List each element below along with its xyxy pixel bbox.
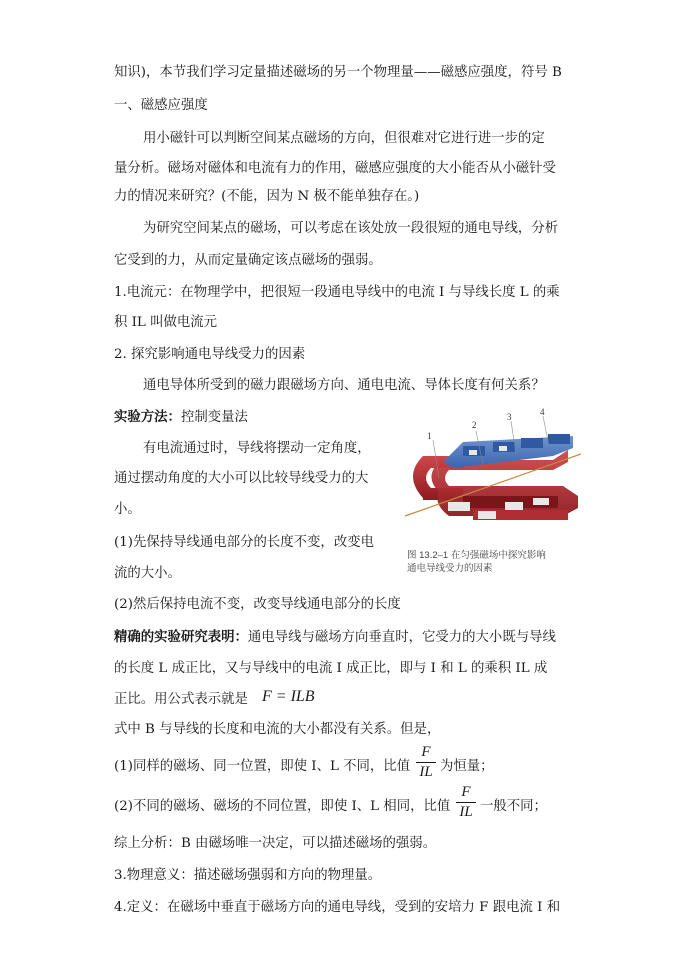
fraction-numerator: F [461, 784, 471, 800]
subheading: 2. 探究影响通电导线受力的因素 [114, 347, 306, 362]
text-line: 通过摆动角度的大小可以比较导线受力的大 [114, 471, 369, 486]
text-line: 有电流通过时，导线将摆动一定角度， [143, 441, 371, 456]
text-line: 为恒量； [440, 759, 494, 774]
text-line [114, 627, 556, 648]
text-line: 通电导体所受到的磁力跟磁场方向、通电电流、导体长度有何关系？ [143, 378, 545, 393]
caption-line: 通电导线受力的因素 [407, 563, 493, 574]
text-line: 1.电流元：在物理学中，把很短一段通电导线中的电流 I 与导线长度 L 的乘 [114, 285, 560, 300]
horseshoe-magnets [413, 434, 578, 520]
fraction [456, 784, 476, 821]
fraction-denominator: IL [459, 804, 473, 820]
text-line: 一般不同； [480, 799, 547, 814]
text-line: 的长度 L 成正比，又与导线中的电流 I 成正比，即与 I 和 L 的乘积 IL 成 [114, 661, 548, 676]
bold-label: 精确的实验研究表明： [114, 629, 248, 645]
text-line: 式中 B 与导线的长度和电流的大小都没有关系。但是， [114, 722, 441, 737]
text-span: 控制变量法 [180, 410, 248, 425]
magnet-experiment-figure [403, 406, 581, 546]
figure-label-2: 2 [472, 420, 477, 430]
text-line: 量分析。磁场对磁体和电流有力的作用，磁感应强度的大小能否从小磁针受 [114, 161, 556, 176]
text-line [114, 407, 248, 428]
text-span: 通电导线与磁场方向垂直时，它受力的大小既与导线 [247, 630, 556, 645]
text-line: 3.物理意义：描述磁场强弱和方向的物理量。 [114, 868, 382, 883]
section-heading: 一、磁感应强度 [114, 98, 208, 113]
text-line: 力的情况来研究？(不能，因为 N 极不能单独存在。) [114, 189, 420, 204]
figure-label-4: 4 [540, 407, 545, 417]
fraction [416, 744, 436, 781]
fraction-denominator: IL [419, 764, 433, 780]
text-line: 小。 [114, 502, 141, 517]
caption-line: 图 13.2–1 在匀强磁场中探究影响 [407, 550, 546, 561]
figure-caption [407, 549, 587, 575]
text-line: (2)不同的磁场、磁场的不同位置，即使 I、L 相同，比值 [114, 799, 451, 814]
text-line: (2)然后保持电流不变，改变导线通电部分的长度 [114, 597, 401, 612]
text-line: 知识)，本节我们学习定量描述磁场的另一个物理量——磁感应强度，符号 B [114, 65, 562, 80]
text-line: (1)先保持导线通电部分的长度不变，改变电 [114, 535, 374, 550]
fraction-numerator: F [421, 744, 431, 760]
text-line: 正比。用公式表示就是 [114, 692, 248, 707]
text-line: 为研究空间某点的磁场，可以考虑在该处放一段很短的通电导线，分析 [143, 221, 559, 236]
formula: F = ILB [262, 688, 315, 705]
text-line: 用小磁针可以判断空间某点磁场的方向，但很难对它进行进一步的定 [143, 131, 545, 146]
text-line: 积 IL 叫做电流元 [114, 315, 218, 330]
text-line: 4.定义：在磁场中垂直于磁场方向的通电导线，受到的安培力 F 跟电流 I 和 [114, 900, 561, 915]
text-line: (1)同样的磁场、同一位置，即使 I、L 不同，比值 [114, 759, 411, 774]
text-line: 综上分析：B 由磁场唯一决定，可以描述磁场的强弱。 [114, 836, 437, 851]
bold-label: 实验方法： [114, 409, 181, 425]
figure-label-1: 1 [427, 431, 432, 441]
text-line: 流的大小。 [114, 566, 181, 581]
text-line: 它受到的力，从而定量确定该点磁场的强弱。 [114, 253, 382, 268]
figure-label-3: 3 [507, 412, 512, 422]
